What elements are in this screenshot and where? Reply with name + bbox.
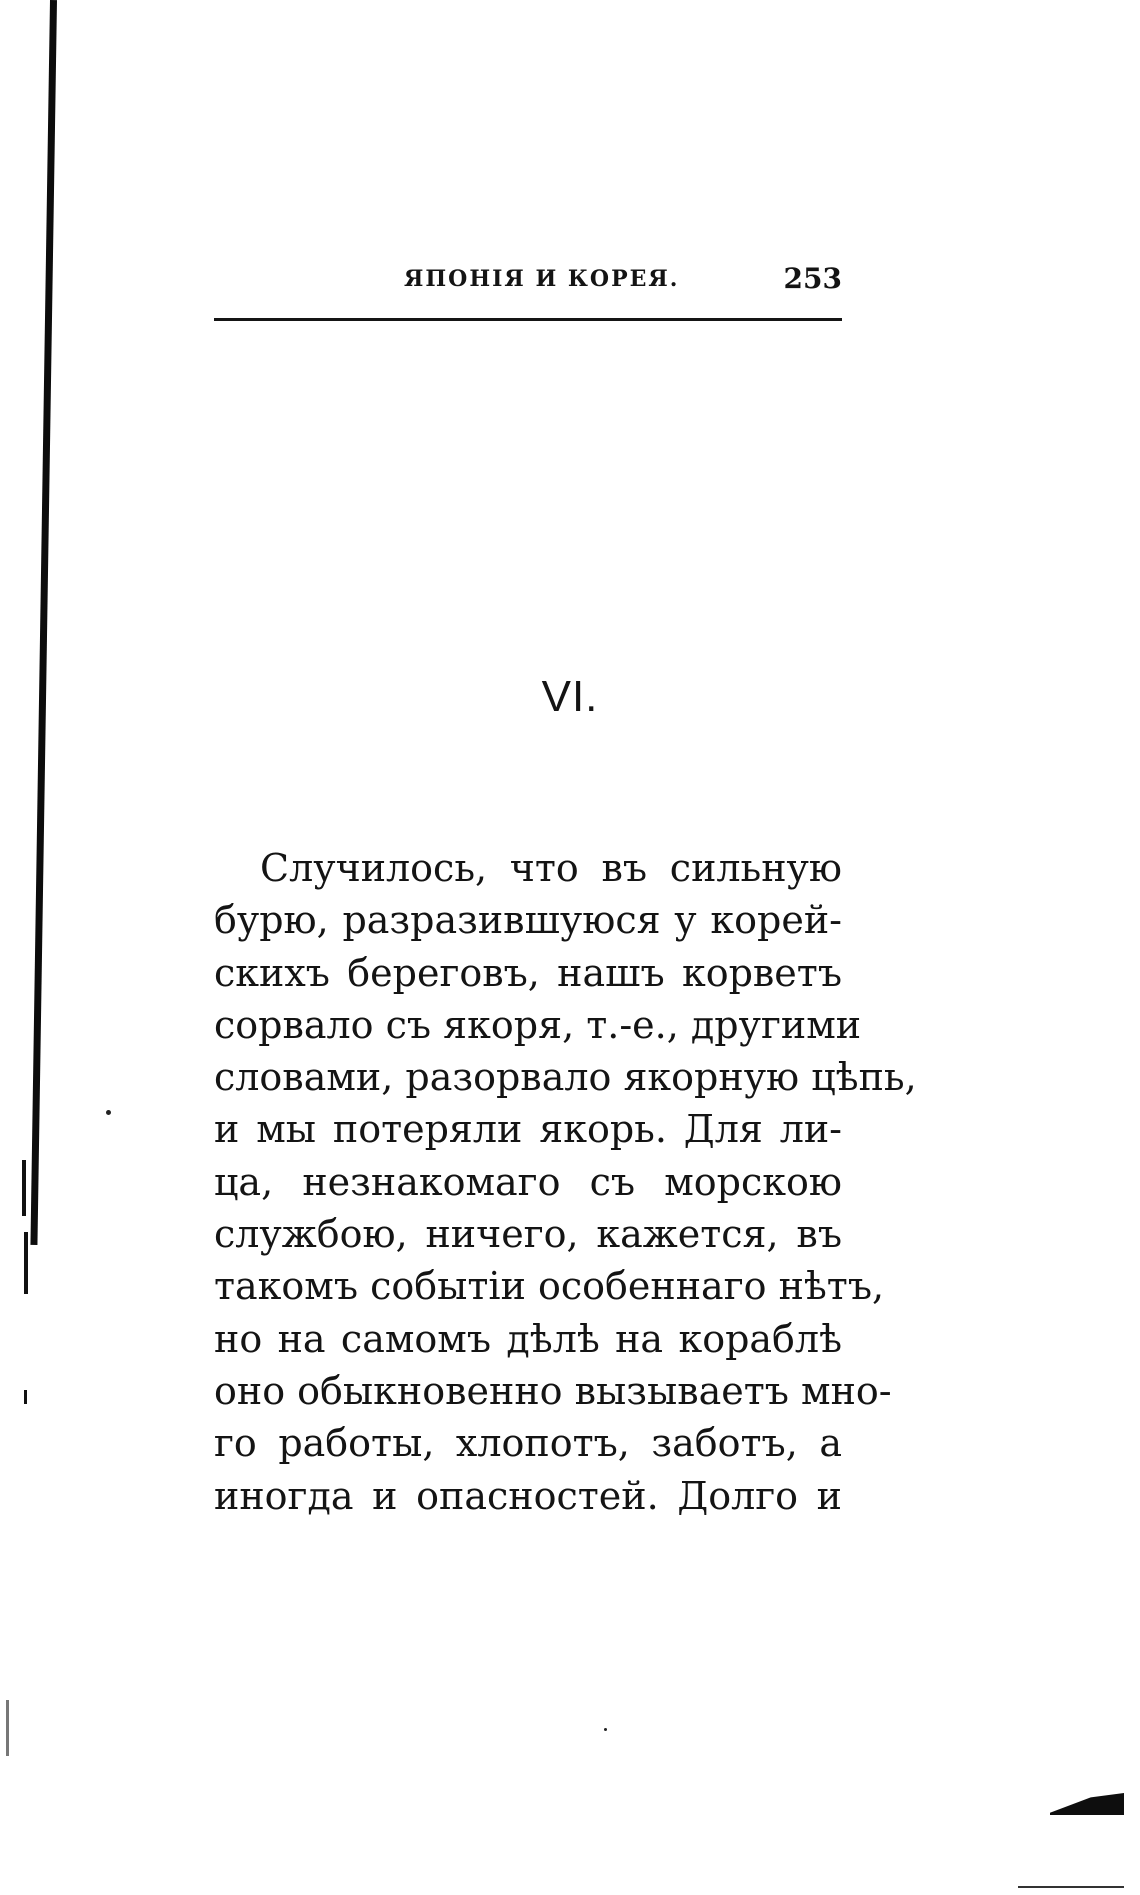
text-line: Случилось, что въ сильную <box>260 846 842 890</box>
scan-corner-blot <box>1050 1793 1124 1815</box>
text-line: службою, ничего, кажется, въ <box>214 1212 842 1257</box>
text-line: го работы, хлопотъ, заботъ, а <box>214 1421 842 1466</box>
scan-mark <box>6 1700 9 1756</box>
text-line: бурю, разразившуюся у корей- <box>214 898 842 943</box>
text-line: ца, незнакомаго съ морскою <box>214 1159 842 1204</box>
running-header <box>214 262 842 302</box>
text-line: и мы потеряли якорь. Для ли- <box>214 1107 842 1152</box>
scan-mark <box>24 1390 27 1404</box>
text-line: иногда и опасностей. Долго и <box>214 1473 842 1518</box>
scan-corner-rule <box>1018 1886 1124 1888</box>
header-rule <box>214 318 842 321</box>
text-line: такомъ событіи особеннаго нѣтъ, <box>214 1264 885 1309</box>
text-line: оно обыкновенно вызываетъ мно- <box>214 1368 892 1413</box>
scan-page-edge <box>30 0 57 1245</box>
scan-mark <box>22 1160 26 1216</box>
scan-speck <box>604 1728 607 1731</box>
chapter-number: VI. <box>541 672 599 721</box>
text-line: но на самомъ дѣлѣ на кораблѣ <box>214 1316 842 1361</box>
running-title: ЯПОНІЯ И КОРЕЯ. <box>404 266 680 292</box>
scan-mark <box>24 1232 28 1294</box>
text-line: словами, разорвало якорную цѣпь, <box>214 1055 917 1100</box>
body-text <box>214 842 917 1522</box>
page-number: 253 <box>783 262 842 295</box>
scan-speck <box>106 1110 111 1115</box>
text-line: скихъ береговъ, нашъ корветъ <box>214 950 842 995</box>
text-line: сорвало съ якоря, т.-е., другими <box>214 1002 862 1047</box>
